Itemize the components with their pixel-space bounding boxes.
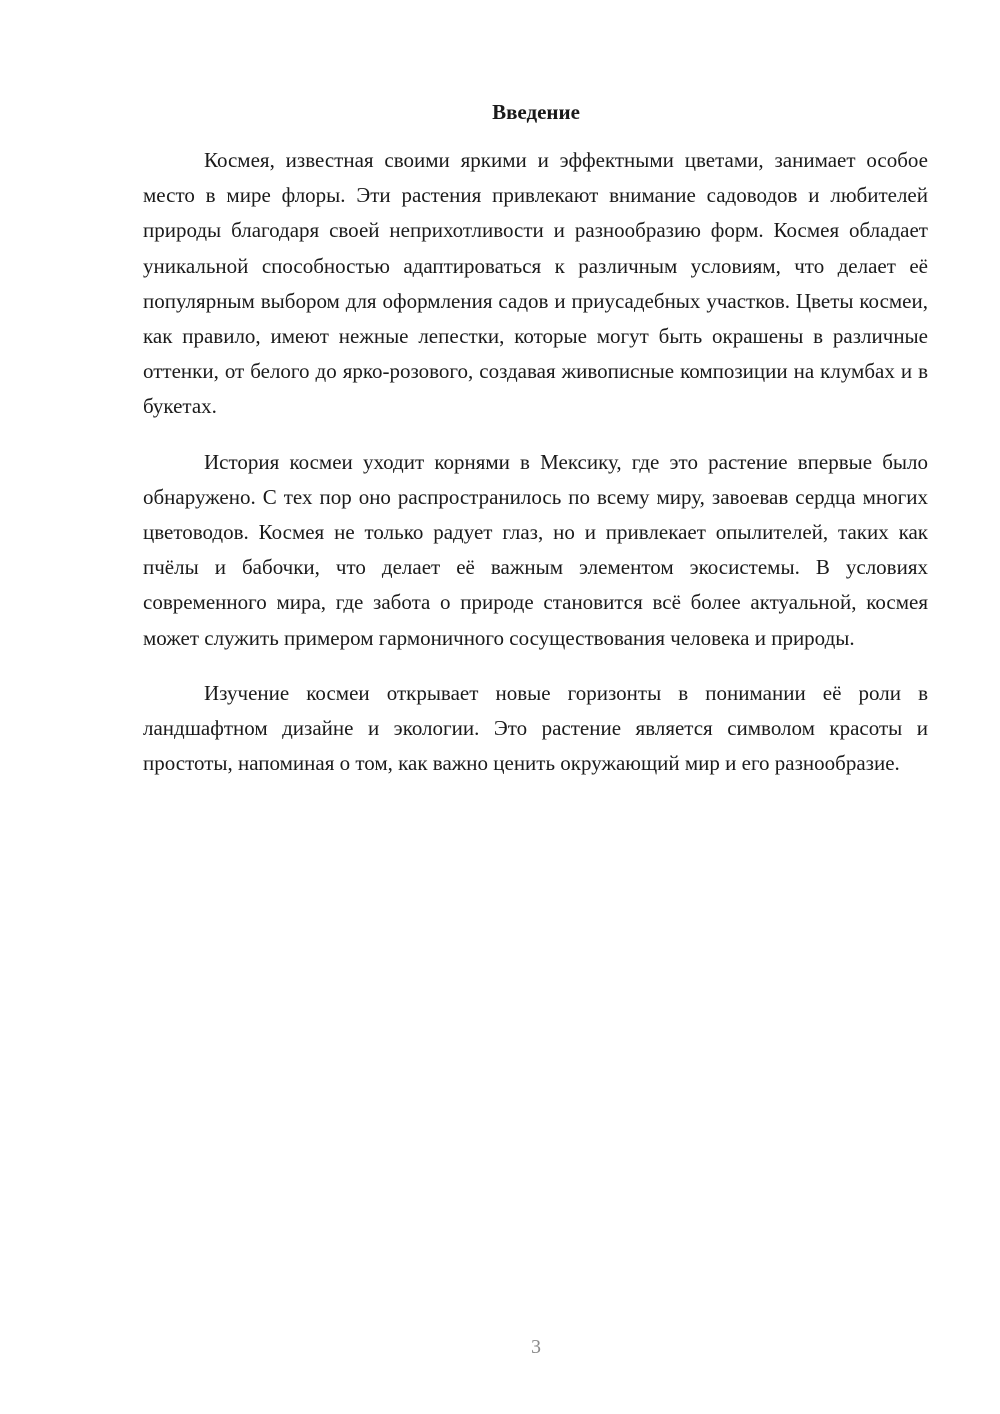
paragraph-2: История космеи уходит корнями в Мексику, где это растение впервые было обнаружено. С тех пор оно распространилось по всему миру, завоевав сердца многих цветоводов. Космея не только радует глаз, но и привлекает опылителей, таких как пчёлы и бабочки, что делает её важным элементом экосистемы. В условиях современного мира, где забота о природе становится всё более актуальной, космея может служить примером гармоничного сосуществования человека и природы. [143,449,928,650]
page-number: 3 [531,1336,541,1358]
section-title: Введение [492,100,580,124]
paragraph-1: Космея, известная своими яркими и эффектными цветами, занимает особое место в мире флоры. Эти растения привлекают внимание садоводов и любителей природы благодаря своей неприхотливости и разнообразию форм. Космея обладает уникальной способностью адаптироваться к различным условиям, что делает её популярным выбором для оформления садов и приусадебных участков. Цветы космеи, как правило, имеют нежные лепестки, которые могут быть окрашены в различные оттенки, от белого до ярко-розового, создавая живописные композиции на клумбах и в букетах. [143,148,928,419]
paragraph-3: Изучение космеи открывает новые горизонты в понимании её роли в ландшафтном дизайне и экологии. Это растение является символом красоты и простоты, напоминая о том, как важно ценить окружающий мир и его разнообразие. [143,680,928,776]
body-text [143,143,928,801]
